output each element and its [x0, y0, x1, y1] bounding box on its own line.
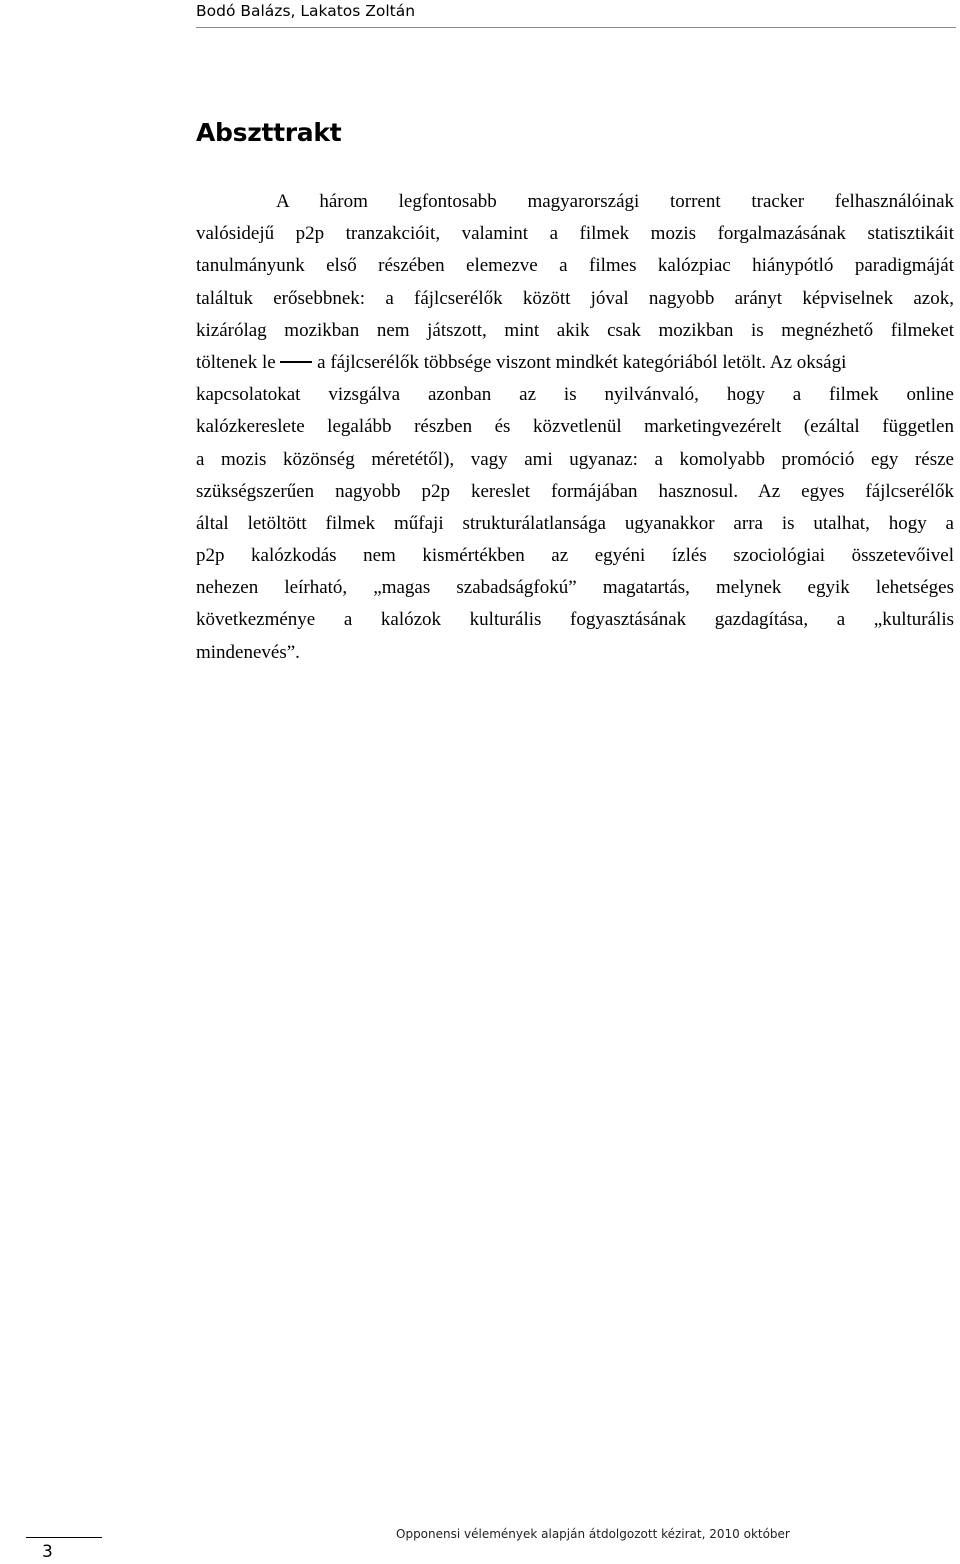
abstract-line: p2p kalózkodás nem kismértékben az egyéni ízlés szociológiai összetevőivel: [196, 545, 954, 567]
abstract-line: kalózkereslete legalább részben és közvetlenül marketingvezérelt (ezáltal független: [196, 416, 954, 438]
em-dash: [280, 361, 312, 363]
abstract-paragraph: [196, 186, 954, 669]
abstract-line: találtuk erősebbnek: a fájlcserélők között jóval nagyobb arányt képviselnek azok,: [196, 287, 954, 309]
running-header: [196, 0, 956, 28]
abstract-line: következménye a kalózok kulturális fogyasztásának gazdagítása, a „kulturális: [196, 609, 954, 631]
section-title: Abszttrakt: [196, 118, 342, 147]
abstract-line: A három legfontosabb magyarországi torrent tracker felhasználóinak: [276, 191, 954, 212]
abstract-line: valósidejű p2p tranzakcióit, valamint a filmek mozis forgalmazásának statisztikáit: [196, 223, 954, 245]
footer-rule: [26, 1537, 102, 1538]
abstract-line: nehezen leírható, „magas szabadságfokú” magatartás, melynek egyik lehetséges: [196, 577, 954, 599]
abstract-line: által letöltött filmek műfaji strukturálatlansága ugyanakkor arra is utalhat, hogy a: [196, 512, 954, 534]
abstract-line: mindenevés”.: [196, 641, 300, 663]
abstract-line: a mozis közönség méretétől), vagy ami ugyanaz: a komolyabb promóció egy része: [196, 448, 954, 470]
abstract-line: szükségszerűen nagyobb p2p kereslet formájában hasznosul. Az egyes fájlcserélők: [196, 480, 954, 502]
abstract-line-end: a fájlcserélők többsége viszont mindkét kategóriából letölt. Az oksági: [317, 351, 847, 373]
header-authors: Bodó Balázs, Lakatos Zoltán: [196, 2, 416, 20]
abstract-line: [196, 347, 954, 379]
abstract-line-start: töltenek le: [196, 351, 276, 373]
abstract-line: kizárólag mozikban nem játszott, mint akik csak mozikban is megnézhető filmeket: [196, 319, 954, 341]
abstract-line: kapcsolatokat vizsgálva azonban az is nyilvánvaló, hogy a filmek online: [196, 384, 954, 406]
footer-note: Opponensi vélemények alapján átdolgozott kézirat, 2010 október: [396, 1527, 790, 1541]
abstract-line: tanulmányunk első részében elemezve a filmes kalózpiac hiánypótló paradigmáját: [196, 255, 954, 277]
page-number: 3: [42, 1542, 53, 1562]
